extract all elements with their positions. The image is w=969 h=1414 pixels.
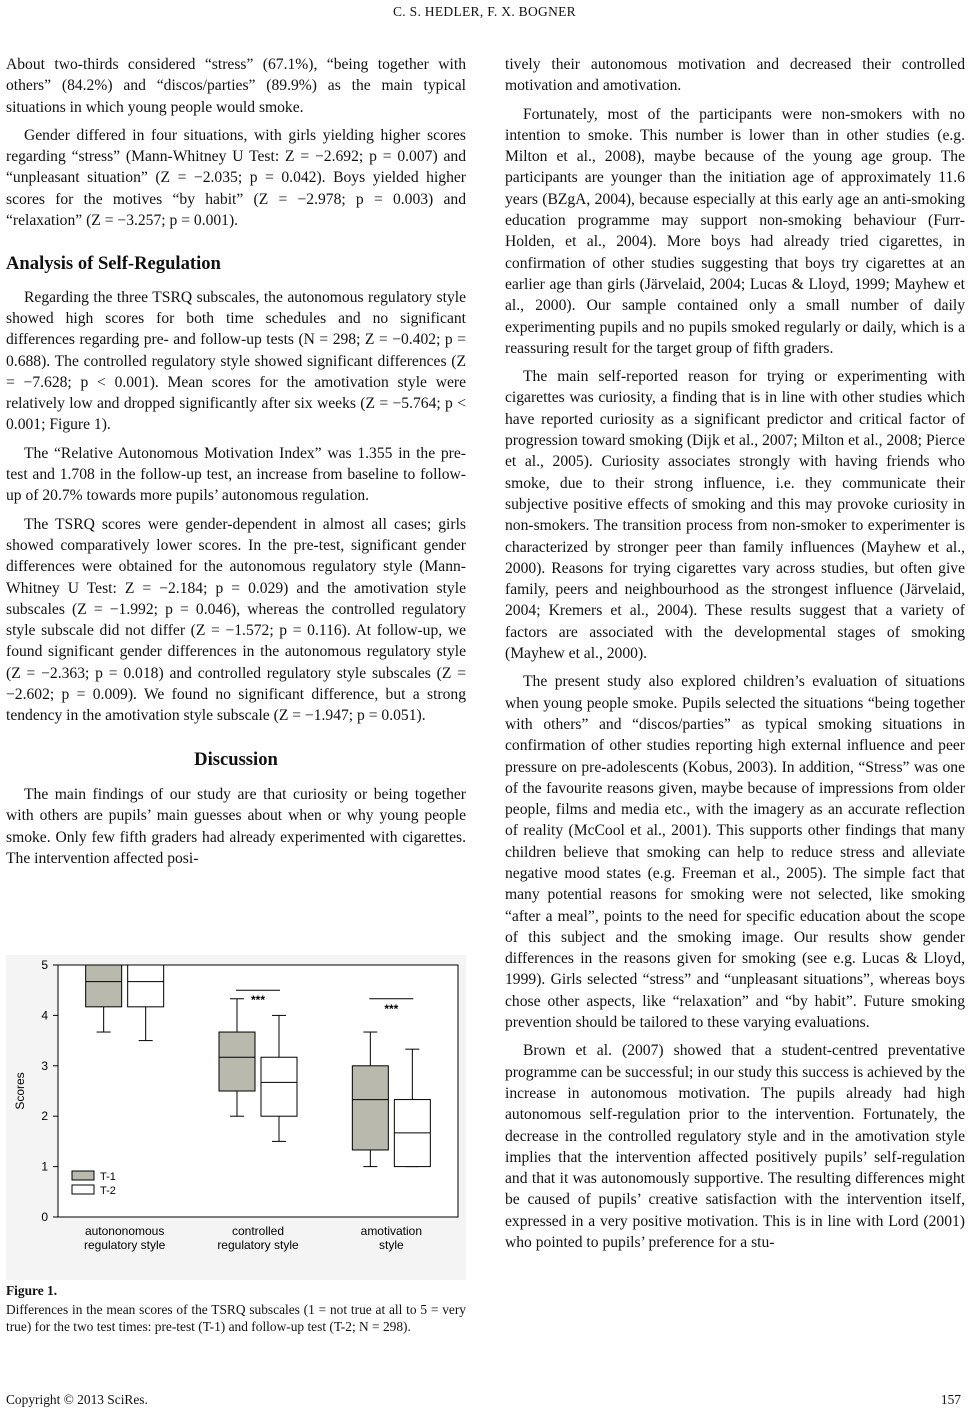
legend-swatch — [72, 1185, 94, 1194]
x-tick-label: autononomous — [84, 1224, 165, 1238]
y-tick-label: 4 — [41, 1008, 48, 1023]
x-tick-label: controlled — [231, 1224, 285, 1238]
paragraph: Gender differed in four situations, with girls yielding higher scores regarding “stress” (Mann-Whitney U Test: Z = −2.692; p = 0.007) and “unpleasant situation” (Z = −2.035; p = 0.042). Boys yielded higher scores for the motives “by habit” (Z = −2.978; p = 0.003) and “relaxation” (Z = −3.257; p = 0.001). — [6, 126, 466, 230]
significance-label: *** — [384, 1001, 399, 1016]
y-tick-label: 3 — [41, 1058, 48, 1073]
x-tick-label: regulatory style — [83, 1238, 166, 1252]
figure-1 — [6, 955, 466, 1280]
paragraph: Fortunately, most of the participants were non-smokers with no intention to smoke. This number is lower than in other studies (e.g. Milton et al., 2008), maybe because of the young age group. The participants are younger than the initiation age of approximately 11.6 years (BZgA, 2004), because especially at this early age an anti-smoking education programme may support non-smoking behaviour (Furr-Holden, et al., 2004). More boys had already tried cigarettes, in confirmation of other studies suggesting that boys try cigarettes at an earlier age than girls (Järvelaid, 2004; Lucas & Lloyd, 1999; Mayhew et al., 2000). Our sample contained only a small number of daily experimenting pupils and no pupils smoked regularly or daily, which is a reassuring result for the target group of fifth graders. — [505, 105, 965, 357]
box-t-1 — [352, 1066, 388, 1150]
paragraph: The TSRQ scores were gender-dependent in almost all cases; girls showed comparatively lower scores. In the pre-test, significant gender differences were obtained for the autonomous regulatory style (Mann-Whitney U Test: Z = −2.184; p = 0.029) and the amotivation style subscales (Z = −1.992; p = 0.046), whereas the controlled regulatory style subscale did not differ (Z = −1.572; p = 0.116). At follow-up, we found significant gender differences in the autonomous regulatory style (Z = −2.363; p = 0.018) and controlled regulatory style subscales (Z = −2.602; p = 0.009). We found no significant difference, but a strong tendency in the amotivation style subscale (Z = −1.947; p = 0.051). — [6, 515, 466, 725]
paragraph: The main self-reported reason for trying or experimenting with cigarettes was curiosity, a finding that is in line with other studies which have reported curiosity as a significant predictor and critical factor of progression toward smoking (Dijk et al., 2007; Milton et al., 2008; Pierce et al., 2005). Curiosity associates strongly with having friends who smoke, due to their strong influence, i.e. they communicate their subjective positive effects of smoking and this may provoke curiosity in non-smokers. The transition process from non-smoker to experimenter is characterized by stronger peer than family influences (Mayhew et al., 2000). Reasons for trying cigarettes vary across studies, but often give family, peers and neighbourhood as the strongest influence (Järvelaid, 2004; Kremers et al., 2004). These results suggest that a variety of factors are associated with the developmental stages of smoking (Mayhew et al., 2000). — [505, 368, 965, 663]
paragraph: Regarding the three TSRQ subscales, the autonomous regulatory style showed high scores for both time schedules and no significant differences regarding pre- and follow-up tests (N = 298; Z = −0.402; p = 0.688). The controlled regulatory style showed significant differences (Z = −7.628; p < 0.001). Mean scores for the amotivation style were relatively low and dropped significantly after six weeks (Z = −5.764; p < 0.001; Figure 1). — [6, 288, 466, 434]
running-header: C. S. HEDLER, F. X. BOGNER — [393, 4, 576, 19]
box-t-2 — [261, 1057, 297, 1116]
paragraph: Brown et al. (2007) showed that a student-centred preventative programme can be successful; in our study this success is achieved by the increase in autonomous motivation. The pupils already had high autonomous self-regulation prior to the intervention. Fortunately, the decrease in the controlled regulatory style and in the amotivation style implies that the intervention affected positively pupils’ self-regulation and that it was autonomously supportive. The resulting differences might be caused of pupils’ creative satisfaction with the intervention itself, expressed in a very positive motivation. This is in line with Lord (2001) who pointed to pupils’ preference for a stu- — [505, 1042, 965, 1252]
y-tick-label: 5 — [41, 958, 48, 972]
box-t-1 — [219, 1032, 255, 1091]
box-t-1 — [86, 965, 122, 1007]
significance-label: *** — [250, 993, 266, 1008]
figure-caption-text: Differences in the mean scores of the TSRQ subscales (1 = not true at all to 5 = very true) for the two test times: pre-test (T-1) and follow-up test (T-2; N = 298). — [6, 1302, 466, 1334]
paragraph: The present study also explored children’s evaluation of situations when young people smoke. Pupils selected the situations “being together with others” and “discos/parties” as typical smoking situations in confirmation of other studies reporting high external influence and peer pressure on pre-adolescents (Kobus, 2003). In addition, “Stress” was one of the favourite reasons given, maybe because of impressions from older people, films and media etc., with the imagery as an accurate reflection of reality (McCool et al., 2001). This supports other findings that many children believe that smoking can help to reduce stress and alleviate negative mood states (e.g. Freeman et al., 2005). The simple fact that many potential reasons for smoking were not selected, like smoking “after a meal”, points to the need for specific education about the scope of this subject and the smoking image. Our results show gender differences in the reasons given for smoking (see e.g. Lucas & Lloyd, 1999). Girls selected “stress” and “unpleasant situations”, whereas boys chose other aspects, like “relaxation” and “by habit”. Future smoking prevention should be tailored to these varying evaluations. — [505, 673, 965, 1032]
legend-label: T-1 — [100, 1171, 116, 1183]
y-axis-label: Scores — [13, 1072, 27, 1110]
footer-copyright: Copyright © 2013 SciRes. — [6, 1392, 148, 1407]
paragraph: tively their autonomous motivation and decreased their controlled motivation and amotivation. — [505, 56, 965, 95]
paragraph: The “Relative Autonomous Motivation Index” was 1.355 in the pre-test and 1.708 in the follow-up test, an increase from baseline to follow-up of 20.7% towards more pupils’ autonomous regulation. — [6, 444, 466, 505]
paragraph: The main findings of our study are that curiosity or being together with others are pupils’ main guesses about when or why young people smoke. Only few fifth graders had already experimented with cigarettes. The intervention affected posi- — [6, 785, 466, 867]
figure-caption-title: Figure 1. — [6, 1283, 58, 1298]
legend-swatch — [72, 1171, 94, 1180]
left-column — [6, 54, 466, 876]
right-column — [505, 54, 965, 1260]
page-number: 157 — [940, 1392, 961, 1407]
x-tick-label: amotivation — [360, 1224, 423, 1238]
box-t-2 — [128, 965, 164, 1007]
paragraph: About two-thirds considered “stress” (67.1%), “being together with others” (84.2%) and “discos/parties” (89.9%) as the main typical situations in which young people would smoke. — [6, 56, 466, 116]
boxplot-chart — [6, 955, 466, 1280]
section-heading-discussion: Discussion — [194, 748, 278, 770]
x-tick-label: style — [378, 1238, 404, 1252]
y-tick-label: 0 — [41, 1210, 48, 1224]
x-tick-label: regulatory style — [217, 1238, 299, 1252]
y-tick-label: 2 — [41, 1109, 48, 1124]
figure-caption — [6, 1282, 466, 1335]
legend-label: T-2 — [100, 1185, 116, 1197]
y-tick-label: 1 — [41, 1159, 48, 1174]
section-heading-self-regulation: Analysis of Self-Regulation — [6, 253, 221, 275]
